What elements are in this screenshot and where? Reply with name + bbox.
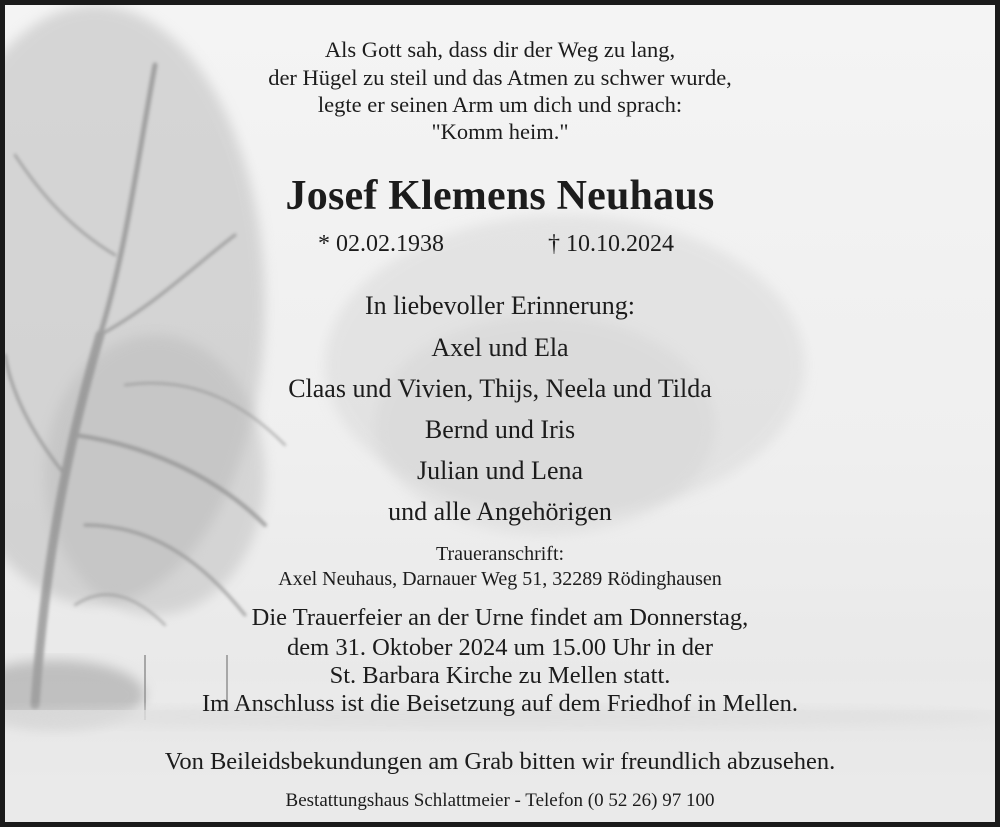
death-date: † 10.10.2024 [548,231,674,257]
address-label: Traueranschrift: [435,543,565,565]
remembrance-heading: In liebevoller Erinnerung: [364,291,636,320]
funeral-line-1: Die Trauerfeier an der Urne findet am Donnerstag, [251,604,749,631]
address-line: Axel Neuhaus, Darnauer Weg 51, 32289 Rödinghausen [278,568,722,590]
mourner-line: Julian und Lena [416,456,584,485]
poem-line-4: "Komm heim." [431,119,569,144]
mourner-line: Axel und Ela [431,333,569,362]
funeral-line-4: Im Anschluss ist die Beisetzung auf dem Friedhof in Mellen. [201,690,799,717]
condolence-note: Von Beileidsbekundungen am Grab bitten wir freundlich abzusehen. [164,748,836,775]
birth-date: * 02.02.1938 [318,231,444,257]
poem-line-2: der Hügel zu steil und das Atmen zu schwer wurde, [268,65,732,90]
deceased-name: Josef Klemens Neuhaus [285,173,715,219]
undertaker-contact: Bestattungshaus Schlattmeier - Telefon (0 52 26) 97 100 [285,790,715,811]
mourner-line: und alle Angehörigen [388,497,612,526]
mourner-line: Claas und Vivien, Thijs, Neela und Tilda [288,374,712,403]
poem-line-3: legte er seinen Arm um dich und sprach: [317,92,683,117]
funeral-line-3: St. Barbara Kirche zu Mellen statt. [329,662,671,689]
funeral-line-2: dem 31. Oktober 2024 um 15.00 Uhr in der [287,634,713,661]
poem-line-1: Als Gott sah, dass dir der Weg zu lang, [324,37,676,62]
mourner-line: Bernd und Iris [424,415,576,444]
